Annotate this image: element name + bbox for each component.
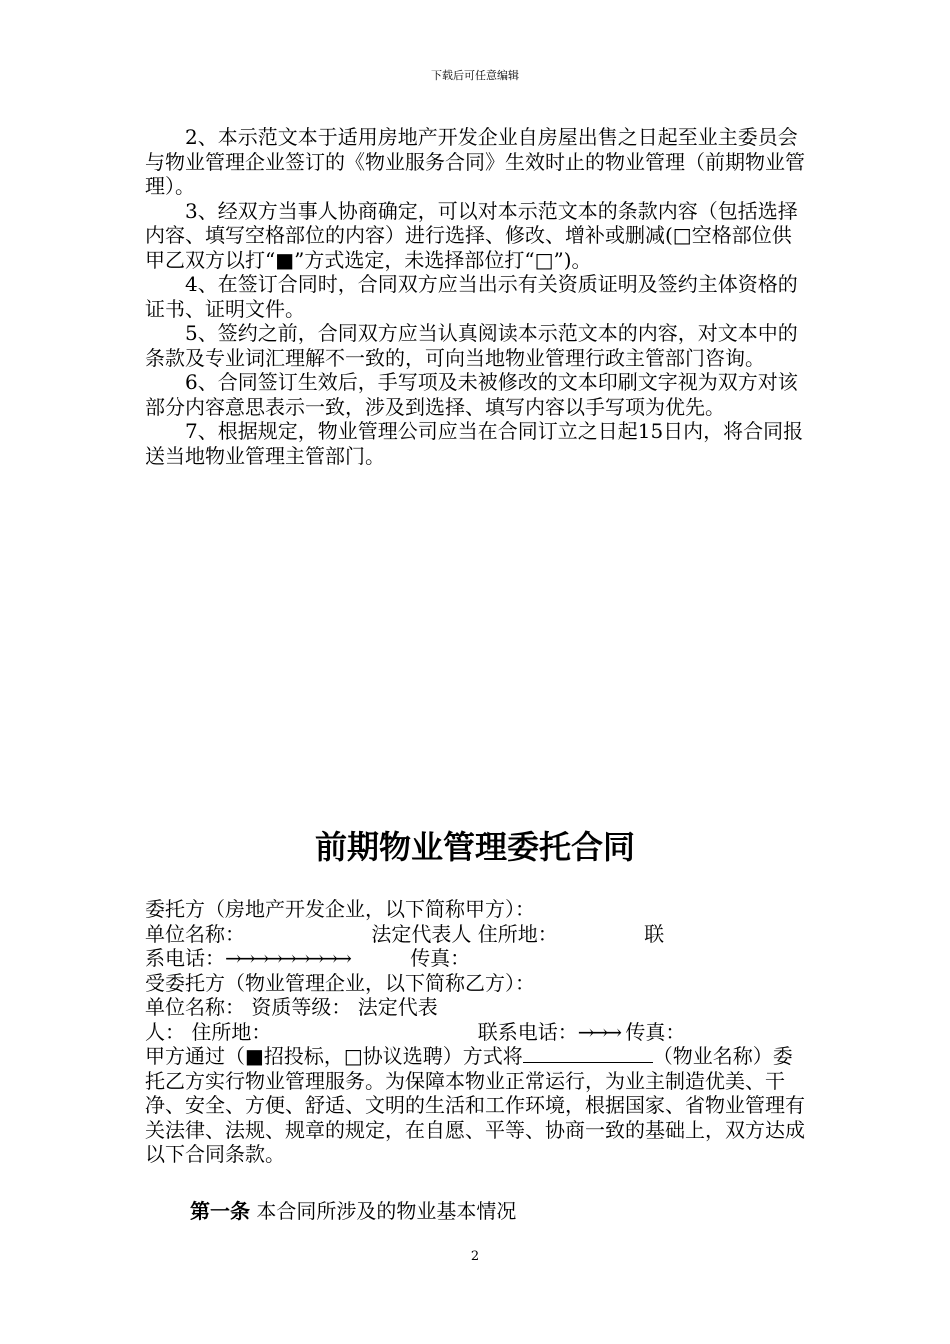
party-a-phone-label: 系电话： (145, 946, 225, 970)
party-b-unit-name: 单位名称： (145, 995, 245, 1019)
agreement-paragraph (145, 1044, 805, 1167)
intro-item-2: 2、本示范文本于适用房地产开发企业自房屋出售之日起至业主委员会与物业管理企业签订的《物业服务合同》生效时止的物业管理（前期物业管理）。 (145, 125, 805, 198)
party-a-phone-arrows: →→→→→→→→→ (225, 946, 349, 970)
intro-item-6: 6、合同签订生效后，手写项及未被修改的文本印刷文字视为双方对该部分内容意思表示一致，涉及到选择、填写内容以手写项为优先。 (145, 370, 798, 419)
party-a-row-2 (145, 946, 805, 971)
article-1-label: 第一条 (190, 1199, 250, 1223)
party-a-unit-name: 单位名称： (145, 921, 245, 946)
party-b-address: 住所地： (191, 1019, 272, 1044)
party-a-address: 住所地： (477, 921, 558, 946)
intro-item-5: 5、签约之前，合同双方应当认真阅读本示范文本的内容，对文本中的条款及专业词汇理解不一致的，可向当地物业管理行政主管部门咨询。 (145, 321, 798, 370)
party-b-legal-rep-end: 人： (145, 1019, 185, 1044)
page-number: 2 (470, 1249, 480, 1264)
party-a-legal-rep: 法定代表人 (371, 921, 472, 946)
party-b-phone-label: 联系电话： (477, 1019, 578, 1044)
contract-title: 前期物业管理委托合同 (314, 828, 635, 866)
article-1-text: 本合同所涉及的物业基本情况 (256, 1199, 517, 1223)
property-name-blank (523, 1062, 653, 1063)
party-a-row-1 (145, 922, 805, 947)
intro-notes (145, 125, 805, 468)
party-b-row-2 (145, 1020, 805, 1045)
party-b-phone (478, 1020, 619, 1044)
party-b-row-1 (145, 995, 805, 1020)
party-b-legal-rep-start: 法定代表 (357, 995, 438, 1019)
party-b-qualification: 资质等级： (251, 995, 352, 1019)
article-1 (190, 1195, 516, 1224)
agreement-part-2: （物业名称）委托乙方实行物业管理服务。为保障本物业正常运行，为业主制造优美、干净、安全、方便、舒适、文明的生活和工作环境，根据国家、省物业管理有关法律、法规、规章的规定，在自愿、平等、协商一致的基础上，双方达成以下合同条款。 (145, 1044, 805, 1166)
intro-item-4: 4、在签订合同时，合同双方应当出示有关资质证明及签约主体资格的证书、证明文件。 (145, 272, 798, 321)
intro-item-3: 3、经双方当事人协商确定，可以对本示范文本的条款内容（包括选择内容、填写空格部位的内容）进行选择、修改、增补或删减(□空格部位供甲乙双方以打“■”方式选定，未选择部位打“□”)。 (145, 198, 798, 272)
party-b-heading: 受委托方（物业管理企业，以下简称乙方）： (145, 970, 535, 995)
party-a-fax: 传真： (410, 946, 471, 970)
header-note: 下载后可任意编辑 (431, 69, 519, 82)
party-a-heading: 委托方（房地产开发企业，以下简称甲方）： (145, 897, 535, 921)
intro-item-7: 7、根据规定，物业管理公司应当在合同订立之日起15日内，将合同报送当地物业管理主管部门。 (145, 419, 804, 468)
party-a-phone-start: 联 (644, 921, 665, 946)
party-b-phone-arrows: →→→ (577, 1019, 619, 1044)
agreement-part-1: 甲方通过（■招投标，□协议选聘）方式将 (145, 1044, 523, 1068)
party-b-fax: 传真： (625, 1019, 686, 1044)
contract-parties (145, 897, 805, 1167)
